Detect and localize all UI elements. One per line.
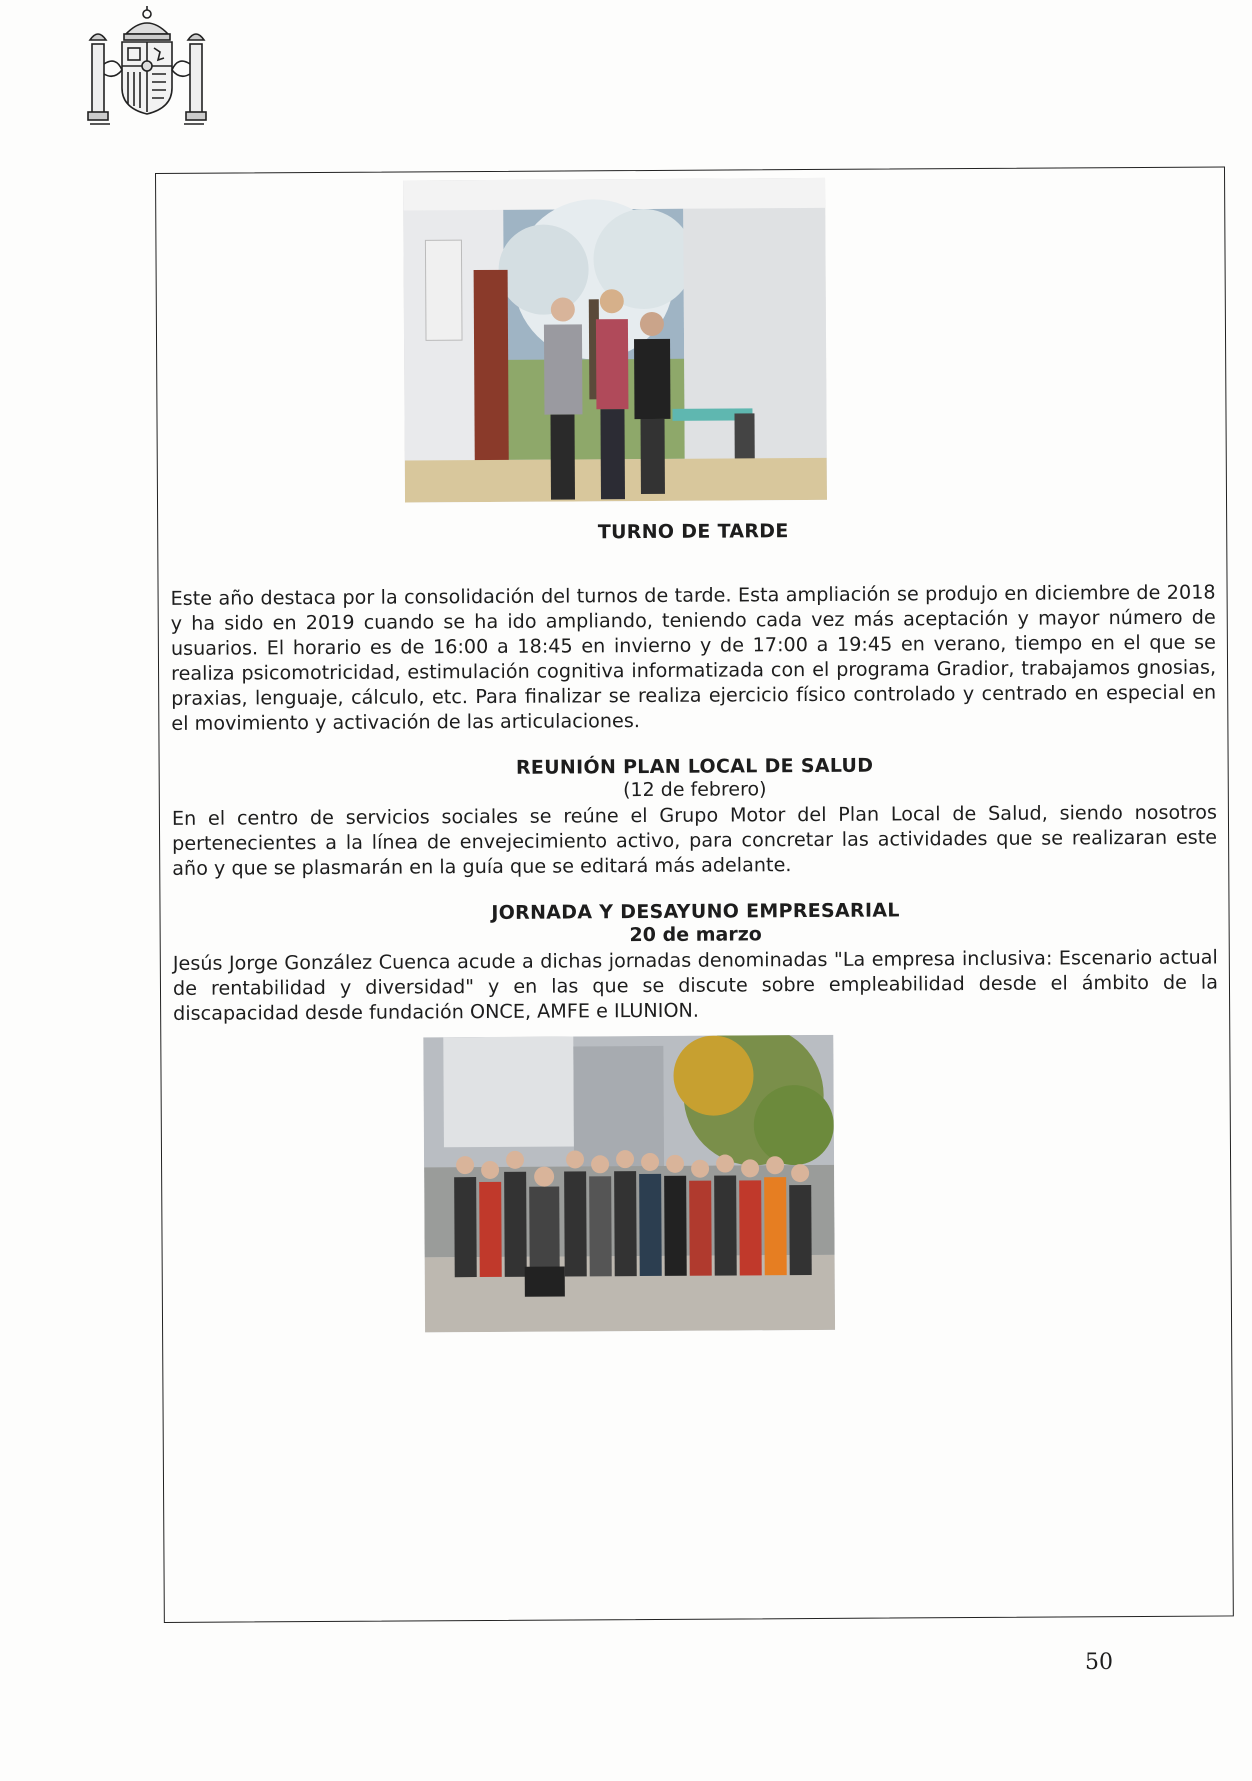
photo-center-interior [403,178,827,503]
section-date-reunion-plan-local: (12 de febrero) [623,778,767,802]
section-body-reunion-plan-local: En el centro de servicios sociales se reúne el Grupo Motor del Plan Local de Salud, siendo nosotros pertenecientes a la línea de envejecimiento activo, para concretar las actividades que se realizaran este año y que se plasmarán en la guía que se editará más adelante. [171,800,1218,880]
coat-of-arms-icon [86,4,208,128]
section-body-jornada-desayuno: Jesús Jorge González Cuenca acude a dichas jornadas denominadas "La empresa inclusiva: Escenario actual de rentabilidad y diversidad" y en las que se discute sobre empleabilidad desde el ámbito de la discapacidad desde fundación ONCE, AMFE e ILUNION. [172,945,1219,1025]
section-title-jornada-desayuno: JORNADA Y DESAYUNO EMPRESARIAL [491,899,900,924]
content-frame [155,166,1234,1623]
section-date-jornada-desayuno: 20 de marzo [629,923,762,947]
page-number: 50 [1085,1650,1113,1675]
photo-group-event [423,1035,835,1332]
section-body-turno-de-tarde: Este año destaca por la consolidación del turnos de tarde. Esta ampliación se produjo en diciembre de 2018 y ha sido en 2019 cuando se ha ido ampliando, teniendo cada vez más aceptación y mayor número de usuarios. El horario es de 16:00 a 18:45 en invierno y de 17:00 a 19:45 en verano, tiempo en el que se realiza psicomotricidad, estimulación cognitiva informatizada con el programa Gradior, trabajamos gnosias, praxias, lenguaje, cálculo, etc. Para finalizar se realiza ejercicio físico controlado y centrado en especial en el movimiento y activación de las articulaciones. [170,580,1217,735]
section-title-turno-de-tarde: TURNO DE TARDE [597,520,789,544]
section-title-reunion-plan-local: REUNIÓN PLAN LOCAL DE SALUD [515,754,874,779]
